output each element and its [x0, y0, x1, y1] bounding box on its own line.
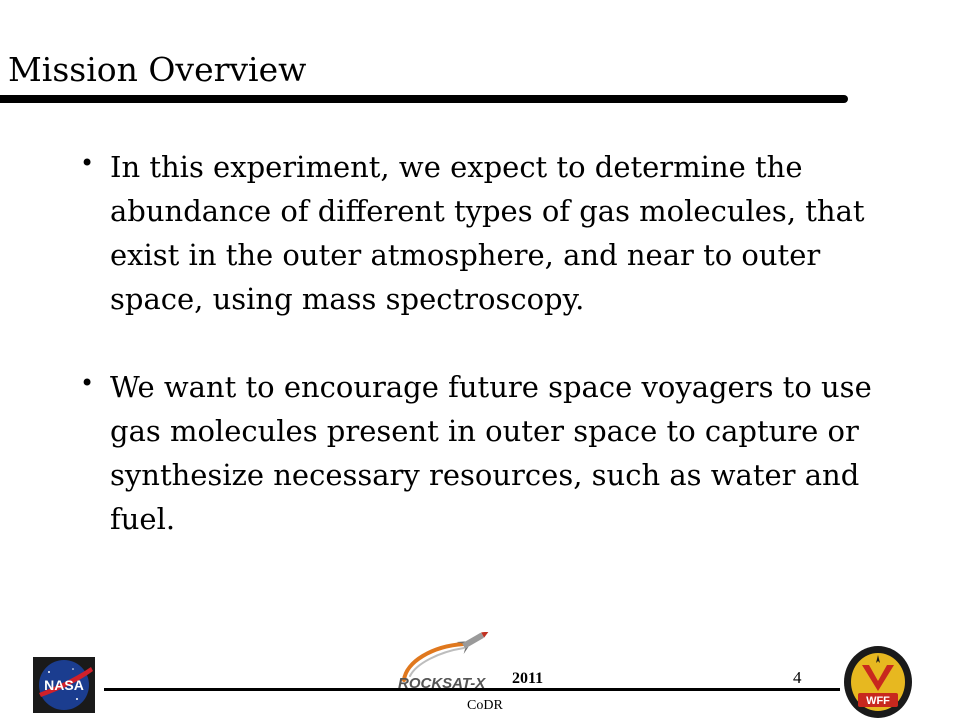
nasa-logo-text: NASA — [44, 677, 84, 693]
bullet-marker: • — [80, 149, 95, 177]
page-number: 4 — [793, 668, 802, 687]
review-label: CoDR — [467, 698, 503, 713]
nasa-logo — [33, 657, 95, 713]
bullet-list — [80, 145, 920, 585]
wff-logo — [842, 645, 914, 719]
bullet-text: In this experiment, we expect to determine the abundance of different types of gas molecules, that exist in the outer atmosphere, and near to outer space, using mass spectroscopy. — [110, 150, 865, 316]
rocksat-logo-text: ROCKSAT-X — [398, 675, 486, 692]
bullet-item — [80, 365, 920, 541]
wff-logo-text: WFF — [866, 695, 890, 707]
bullet-marker: • — [80, 369, 95, 397]
footer-year: 2011 — [512, 670, 544, 687]
rocksat-logo — [392, 632, 512, 694]
bullet-text: We want to encourage future space voyagers to use gas molecules present in outer space to capture or synthesize necessary resources, such as water and fuel. — [110, 370, 872, 536]
slide-title: Mission Overview — [8, 50, 307, 89]
bullet-item — [80, 145, 920, 321]
title-divider — [0, 95, 848, 103]
